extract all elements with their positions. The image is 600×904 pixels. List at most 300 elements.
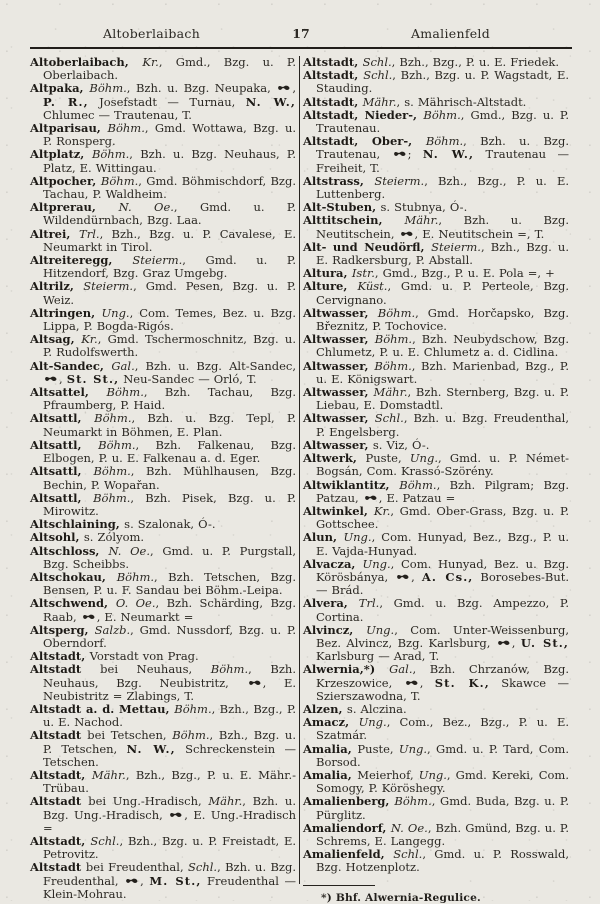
region-abbrev: Ung. (343, 530, 372, 545)
region-abbrev: Böhm. (91, 147, 130, 162)
region-abbrev: Schl. (393, 847, 423, 862)
region-abbrev: Kr. (373, 503, 391, 518)
region-abbrev: N. Oe. (118, 200, 174, 215)
entry-text: , Gmd. Wottawa, Bzg. u. P. Ronsperg. (43, 121, 297, 149)
entry-headword: Alvincz, (303, 622, 367, 637)
entry-text: , Bzh., Bzg. u. P. Wagstadt, E. Stauding. (316, 68, 569, 96)
entry-headword: Altschwend, (30, 596, 116, 611)
entry-text: bei Freudenthal, (85, 860, 188, 875)
gazetteer-entry (303, 360, 569, 386)
region-abbrev: Istr. (351, 266, 375, 281)
region-abbrev: Schl. (374, 411, 404, 426)
gazetteer-entry (303, 214, 569, 240)
entry-text: , Bzh. u. Bzg. Neuhaus, P. Platz, E. Wittingau. (43, 147, 296, 175)
entry-text: Puste, (357, 741, 399, 756)
entry-text: Schreckenstein — Tetschen. (43, 741, 296, 769)
region-abbrev: Küst. (357, 279, 388, 294)
gazetteer-entry (303, 848, 569, 874)
entry-text: , Bzh. u. Bzg. Tepl, P. Neumarkt in Böhmen, E. Plan. (43, 411, 297, 439)
region-abbrev: Schl. (363, 68, 393, 83)
posthorn-icon (169, 811, 183, 819)
entry-text: , (59, 371, 67, 386)
gazetteer-entry (30, 122, 296, 148)
entry-text: , Bzh. Falkenau, Bzg. Elbogen, P. u. E. Falkenau a. d. Eger. (43, 437, 296, 466)
gazetteer-entry (303, 716, 569, 742)
region-abbrev: N. Oe. (108, 543, 151, 558)
gazetteer-entry (30, 386, 296, 412)
entry-headword: Amalienfeld, (303, 847, 394, 862)
running-head (30, 26, 572, 41)
right-entries (303, 56, 569, 875)
railway-abbrev: P. R., (43, 94, 89, 109)
entry-text: Freudenthal — Klein-Mohrau. (43, 873, 296, 901)
entry-text: , Bzh. Schärding, Bzg. Raab, (43, 596, 297, 624)
posthorn-icon (125, 877, 139, 885)
entry-headword: Altparisau, (30, 121, 108, 136)
gazetteer-entry (30, 56, 296, 82)
entry-text: s. Stubnya, Ó-. (380, 200, 468, 215)
entry-text: , Gmd. Kereki, Com. Somogy, P. Köröshegy. (316, 767, 569, 796)
region-abbrev: Böhm. (377, 305, 416, 320)
gazetteer-entry (30, 729, 296, 769)
entry-headword: Altura, (303, 266, 352, 281)
posthorn-icon (396, 573, 410, 581)
region-abbrev: Böhm. (94, 411, 132, 426)
entry-headword: Altwinkel, (303, 503, 374, 518)
gazetteer-entry (30, 835, 296, 861)
region-abbrev: Ung. (409, 451, 438, 466)
entry-headword: Alt- und Neudörfl, (303, 239, 432, 254)
gazetteer-entry (30, 360, 296, 386)
entry-headword: Alvera, (303, 596, 359, 611)
gazetteer-entry (30, 492, 296, 518)
posthorn-icon (82, 613, 96, 621)
entry-text: , Bzh. Pilgram; Bzg. Patzau, (316, 477, 569, 505)
gazetteer-entry (303, 795, 569, 821)
entry-text: , (411, 569, 422, 584)
entry-headword: Altstadt, (303, 55, 363, 69)
entry-headword: Altschloss, (30, 543, 109, 558)
entry-headword: Altreiteregg, (30, 253, 133, 268)
entry-text: , Bzh. Marienbad, Bzg., P. u. E. Königswart. (316, 358, 569, 386)
entry-headword: Altpocher, (30, 173, 101, 188)
gazetteer-entry (303, 531, 569, 557)
entry-headword: Altschlaining, (30, 517, 125, 532)
entry-text: s. Szalonak, Ó-. (124, 517, 216, 532)
entry-headword: Altstadt (30, 794, 89, 809)
entry-headword: Amalia, (303, 767, 358, 782)
region-abbrev: Gal. (111, 358, 135, 373)
entry-headword: Altwiklantitz, (303, 477, 400, 492)
entry-headword: Altsohl, (30, 530, 84, 545)
entry-headword: Alun, (303, 530, 344, 545)
region-abbrev: Trl. (79, 226, 100, 241)
entry-text: , Bzh., Bzg. u. E. Radkersburg, P. Abstall. (316, 239, 569, 268)
entry-text: s. Viz, Ó-. (372, 437, 430, 452)
gazetteer-entry (30, 175, 296, 201)
entry-text: , Gmd. Ober-Grass, Bzg. u. P. Gottschee. (316, 503, 570, 532)
entry-text: ; (407, 147, 423, 162)
entry-text: , Bzh., Bzg. u. P. Freistadt, E. Petrovitz. (43, 833, 296, 862)
region-abbrev: Böhm. (100, 173, 139, 188)
entry-headword: Alture, (303, 279, 358, 294)
region-abbrev: Gal. (389, 662, 413, 677)
region-abbrev: Steierm. (374, 173, 425, 188)
entry-headword: Altstadt, (30, 833, 91, 848)
entry-headword: Altpaka, (30, 81, 90, 96)
gazetteer-entry (30, 254, 296, 280)
entry-headword: Altprerau, (30, 200, 119, 215)
entry-text: , Com. Temes, Bez. u. Bzg. Lippa, P. Bogda-Rigós. (43, 305, 296, 334)
region-abbrev: Mähr. (373, 385, 408, 400)
entry-text: , Bzh. Mühlhausen, Bzg. Bechin, P. Wopařan. (43, 464, 296, 492)
gazetteer-entry (30, 703, 296, 729)
entry-headword: Alzen, (303, 701, 347, 716)
entry-text: , Bzh. Pisek, Bzg. u. P. Mirowitz. (43, 490, 297, 518)
entry-text: , E. Neumarkt = (96, 609, 194, 624)
region-abbrev: Mähr. (362, 94, 397, 109)
entry-text: , Bzh. Neuhaus, Bzg. Neubistritz, (43, 662, 296, 690)
entry-text: , Com. Hunyad, Bez., Bzg., P. u. E. Vajda-Hunyad. (316, 530, 570, 558)
entry-headword: Amacz, (303, 715, 359, 730)
entry-text: , Bzh. Gmünd, Bzg. u. P. Schrems, E. Langegg. (316, 820, 569, 848)
posthorn-icon (393, 150, 407, 158)
entry-headword: Altsattl, (30, 464, 94, 479)
columns (30, 55, 572, 904)
gazetteer-entry (30, 412, 296, 438)
entry-text: , Bzh. Sternberg, Bzg. u. P. Liebau, E. Domstadtl. (316, 385, 569, 413)
entry-text: , Com., Bez., Bzg., P. u. E. Szatmár. (316, 715, 570, 743)
entry-headword: Alt-Sandec, (30, 358, 112, 373)
entry-text: , Gmd. u. P. Hitzendorf, Bzg. Graz Umgebg. (43, 253, 296, 281)
entry-headword: Altstadt (30, 728, 88, 743)
gazetteer-entry (30, 280, 296, 306)
column-left (30, 55, 297, 901)
entry-text: , Bzh. Tachau, Bzg. Pfraumberg, P. Haid. (43, 385, 296, 413)
footnote (303, 885, 569, 904)
region-abbrev: Steierm. (431, 239, 481, 254)
entry-text: bei Neuhaus, (100, 662, 211, 677)
posthorn-icon (400, 230, 414, 238)
gazetteer-entry (303, 624, 569, 664)
entry-text: , Bzh. u. Bzg. Trautenau, (316, 134, 570, 162)
gazetteer-entry (303, 743, 569, 769)
railway-abbrev: M. St., (149, 873, 202, 888)
entry-text: , E. Ung.-Hradisch = (43, 807, 296, 835)
gazetteer-entry (30, 82, 296, 122)
entry-text: Borosebes-But. — Brád. (316, 569, 570, 598)
gazetteer-entry (30, 795, 296, 835)
region-abbrev: Schl. (362, 55, 392, 69)
entry-text: bei Tetschen, (87, 728, 173, 743)
region-abbrev: Böhm. (106, 385, 144, 400)
railway-abbrev: N. W., (422, 147, 475, 162)
gazetteer-entry (30, 545, 296, 571)
entry-text: , Bzh., Bzg. u. P. Cavalese, E. Neumarkt in Tirol. (43, 226, 296, 254)
region-abbrev: Ung. (366, 622, 395, 637)
entry-text: Meierhof, (357, 767, 419, 782)
entry-headword: Alwernia,*) (303, 662, 390, 677)
gazetteer-entry (30, 333, 296, 359)
entry-headword: Altsperg, (30, 622, 95, 637)
column-right (303, 55, 570, 904)
region-abbrev: Salzb. (94, 622, 131, 637)
region-abbrev: Böhm. (174, 701, 212, 716)
entry-headword: Amalia, (303, 741, 358, 756)
entry-text: , Gmd. u. P. Rosswald, Bzg. Hotzenplotz. (316, 847, 569, 875)
entry-text: , Com. Hunyad, Bez. u. Bzg. Körösbánya, (316, 556, 569, 584)
entry-headword: Alt-Stuben, (303, 200, 381, 215)
region-abbrev: Böhm. (93, 464, 131, 479)
entry-text: Vorstadt von Prag. (89, 649, 199, 664)
region-abbrev: Ung. (358, 715, 387, 730)
entry-text: Neu-Sandec — Orló, T. (119, 371, 257, 386)
railway-abbrev: N. W., (245, 94, 296, 109)
entry-headword: Altwasser, (303, 332, 375, 347)
railway-abbrev: U. St., (520, 635, 569, 650)
gazetteer-entry (303, 69, 569, 95)
region-abbrev: Böhm. (394, 794, 432, 809)
entry-text: Chlumec — Trautenau, T. (43, 107, 192, 122)
entry-text: , Gmd. Böhmischdorf, Bzg. Tachau, P. Waldheim. (43, 173, 296, 202)
region-abbrev: Böhm. (374, 332, 413, 347)
region-abbrev: Ung. (418, 767, 447, 782)
railway-abbrev: St. St., (66, 371, 120, 386)
gazetteer-entry (303, 241, 569, 267)
entry-text: , (140, 873, 150, 888)
gazetteer-entry (30, 571, 296, 597)
region-abbrev: Böhm. (399, 477, 437, 492)
entry-headword: Altwasser, (303, 358, 375, 373)
gazetteer-entry (303, 135, 569, 175)
entry-headword: Altstadt (30, 860, 86, 875)
region-abbrev: Böhm. (172, 728, 210, 743)
region-abbrev: Böhm. (98, 437, 136, 452)
entry-headword: Altwasser, (303, 411, 375, 426)
gazetteer-entry (303, 412, 569, 438)
entry-headword: Altstadt, (303, 68, 364, 83)
running-head-right: Amalienfeld (410, 26, 491, 41)
region-abbrev: Schl. (188, 860, 218, 875)
header-rule (30, 47, 572, 49)
entry-headword: Altstadt, (30, 767, 92, 782)
entry-text: , Gmd. u. P. Tard, Com. Borsod. (316, 741, 569, 769)
footnote-rule (303, 885, 375, 886)
region-abbrev: Mähr. (91, 767, 126, 782)
entry-text: Karlsburg — Arad, T. (316, 649, 440, 664)
posthorn-icon (364, 494, 378, 502)
entry-text: , Bzh., Bzg., P. u. E. Luttenberg. (316, 173, 569, 202)
gazetteer-entry (30, 624, 296, 650)
region-abbrev: Kr. (81, 332, 98, 347)
railway-abbrev: St. K., (434, 675, 490, 690)
region-abbrev: Böhm. (93, 490, 131, 505)
entry-headword: Alttitschein, (303, 213, 405, 228)
entry-headword: Altringen, (30, 305, 102, 320)
entry-text: , (419, 675, 435, 690)
gazetteer-entry (303, 597, 569, 623)
entry-headword: Altwasser, (303, 305, 378, 320)
page-number: 17 (292, 26, 310, 41)
gazetteer-entry (30, 861, 296, 901)
gazetteer-entry (303, 822, 569, 848)
gazetteer-entry (30, 465, 296, 491)
entry-text: , Bzh. u. Bzg. Alt-Sandec, (134, 358, 296, 373)
region-abbrev: Mähr. (404, 213, 439, 228)
gazetteer-entry (30, 148, 296, 174)
entry-headword: Altsattl, (30, 411, 95, 426)
gazetteer-entry (303, 333, 569, 359)
region-abbrev: Ung. (101, 305, 130, 320)
entry-text: Puste, (365, 451, 410, 466)
entry-text: , Gmd. u. Bzg. Ampezzo, P. Cortina. (316, 596, 569, 624)
entry-headword: Altsattl, (30, 437, 99, 452)
region-abbrev: Böhm. (425, 134, 464, 149)
entry-headword: Altstadt, Ober-, (303, 134, 426, 149)
entry-text: , E. Patzau = (378, 490, 456, 505)
gazetteer-entry (30, 307, 296, 333)
entry-text: , Gmd. Tschermoschnitz, Bzg. u. P. Rudolfswerth. (43, 332, 296, 360)
entry-text: , Bzh. Chrzanów, Bzg. Krzeszowice, (316, 662, 569, 690)
gazetteer-entry (30, 663, 296, 703)
gazetteer-entry (30, 769, 296, 795)
entry-text: Josefstadt — Turnau, (88, 94, 246, 109)
entry-text: , Gmd. Pesen, Bzg. u. P. Weiz. (43, 279, 296, 307)
gazetteer-entry (303, 558, 569, 598)
entry-text: , Gmd. Nussdorf, Bzg. u. P. Oberndorf. (43, 622, 297, 650)
entry-text: bei Ung.-Hradisch, (88, 794, 209, 809)
entry-headword: Amaliendorf, (303, 820, 391, 835)
region-abbrev: N. Oe. (390, 820, 428, 835)
region-abbrev: Steierm. (132, 253, 183, 268)
entry-text: , Bzh., Bzg. u. P. Tetschen, (43, 728, 296, 756)
entry-text: , Bzh. u. Bzg. Neutitschein, (316, 213, 569, 241)
entry-text: Trautenau — Freiheit, T. (316, 147, 569, 175)
entry-text: , Bzh. Neubydschow, Bzg. Chlumetz, P. u. E. Chlumetz a. d. Cidlina. (316, 332, 569, 360)
entry-text: , Com. Unter-Weissenburg, Bez. Alvincz, Bzg. Karlsburg, (316, 622, 569, 650)
region-abbrev: Mähr. (208, 794, 243, 809)
entry-text: , Gmd. Horčapsko, Bzg. Březnitz, P. Tochovice. (316, 305, 569, 334)
entry-text: , (511, 635, 521, 650)
entry-text: , Gmd., Bzg. u. P. Trautenau. (316, 107, 569, 136)
entry-headword: Altrei, (30, 226, 80, 241)
entry-text: , s. Mährisch-Altstadt. (396, 94, 527, 109)
region-abbrev: Böhm. (374, 358, 412, 373)
entry-headword: Amalienberg, (303, 794, 395, 809)
railway-abbrev: N. W., (126, 741, 176, 756)
gazetteer-entry (303, 452, 569, 478)
entry-headword: Altstadt, (30, 649, 90, 664)
region-abbrev: Böhm. (89, 81, 127, 96)
region-abbrev: Steierm. (83, 279, 134, 294)
entry-text: , Bzh. u. Bzg. Neupaka, (126, 81, 277, 96)
entry-text: , Bzh. u. Bzg. Ung.-Hradisch, (43, 794, 296, 822)
entry-text: , Gmd., Bzg., P. u. E. Pola =, + (374, 266, 555, 281)
entry-text: , Bzh. u. Bzg. Freudenthal, P. Engelsberg. (316, 411, 569, 439)
entry-text: , Gmd. u. P. Német-Bogsán, Com. Krassó-Szörény. (316, 451, 569, 479)
entry-headword: Altsattl, (30, 490, 94, 505)
entry-text: , (292, 81, 296, 96)
entry-text: , Gmd., Bzg. u. P. Oberlaibach. (43, 55, 296, 83)
region-abbrev: Böhm. (423, 107, 461, 122)
entry-text: , Bzh., Bzg., P. u. E. Nachod. (43, 701, 297, 730)
gazetteer-entry (303, 109, 569, 135)
gazetteer-entry (30, 597, 296, 623)
gazetteer-entry (30, 439, 296, 465)
region-abbrev: Kr. (142, 55, 159, 69)
region-abbrev: Trl. (358, 596, 380, 611)
entry-headword: Altplatz, (30, 147, 92, 162)
entry-headword: Altoberlaibach, (30, 55, 143, 69)
entry-text: Skawce — Szierszawodna, T. (316, 675, 569, 703)
gazetteer-entry (303, 479, 569, 505)
entry-headword: Altstrass, (303, 173, 375, 188)
posthorn-icon (248, 679, 262, 687)
region-abbrev: O. Oe. (115, 596, 156, 611)
region-abbrev: Böhm. (210, 662, 249, 677)
entry-headword: Altstadt (30, 662, 101, 677)
region-abbrev: Böhm. (116, 569, 155, 584)
gazetteer-entry (303, 307, 569, 333)
entry-headword: Altwasser, (303, 437, 373, 452)
entry-text: , Gmd. u. P. Purgstall, Bzg. Scheibbs. (43, 543, 296, 571)
gazetteer-entry (303, 505, 569, 531)
entry-text: , Bzh., Bzg., P. u. E. Friedek. (391, 55, 559, 69)
gazetteer-entry (303, 386, 569, 412)
entry-text: s. Zólyom. (83, 530, 145, 545)
left-entries (30, 56, 296, 901)
entry-headword: Altwasser, (303, 385, 374, 400)
entry-headword: Altsattel, (30, 385, 107, 400)
posthorn-icon (497, 639, 511, 647)
gazetteer-entry (30, 201, 296, 227)
entry-headword: Altstadt, Nieder-, (303, 107, 424, 122)
gazetteer-entry (303, 280, 569, 306)
entry-headword: Altstadt a. d. Mettau, (30, 701, 175, 716)
entry-text: , E. Neubistritz = Zlabings, T. (43, 675, 296, 703)
entry-text: , Bzh. u. Bzg. Freudenthal, (43, 860, 296, 888)
footnote-text: *) Bhf. Alwernia-Regulice. (321, 891, 481, 904)
posthorn-icon (44, 375, 58, 383)
posthorn-icon (277, 84, 291, 92)
entry-text: s. Alczina. (346, 701, 407, 716)
entry-headword: Alvacza, (303, 556, 363, 571)
gazetteer-entry (303, 175, 569, 201)
entry-headword: Altstadt, (303, 94, 363, 109)
entry-text: , Gmd. u. P. Wildendürnbach, Bzg. Laa. (43, 200, 296, 228)
entry-headword: Altschokau, (30, 569, 117, 584)
region-abbrev: Schl. (90, 833, 120, 848)
entry-text: , Gmd. Buda, Bzg. u. P. Pürglitz. (316, 794, 569, 822)
entry-headword: Altwerk, (303, 451, 366, 466)
entry-text: , Bzh. Tetschen, Bzg. Bensen, P. u. F. Sandau bei Böhm.-Leipa. (43, 569, 296, 598)
entry-text: , Gmd. u. P. Perteole, Bzg. Cervignano. (316, 279, 569, 307)
gazetteer-entry (303, 663, 569, 703)
region-abbrev: Böhm. (107, 121, 145, 136)
entry-text: , Bzh., Bzg., P. u. E. Mähr.-Trübau. (43, 767, 296, 796)
railway-abbrev: A. Cs., (421, 569, 474, 584)
column-divider (299, 56, 300, 884)
entry-headword: Altrilz, (30, 279, 84, 294)
gazetteer-entry (303, 769, 569, 795)
gazetteer-entry (30, 228, 296, 254)
region-abbrev: Ung. (398, 741, 428, 756)
posthorn-icon (405, 679, 419, 687)
region-abbrev: Ung. (362, 556, 391, 571)
entry-text: , E. Neutitschein =, T. (414, 226, 545, 241)
entry-headword: Altsag, (30, 332, 82, 347)
running-head-left: Altoberlaibach (102, 26, 201, 41)
